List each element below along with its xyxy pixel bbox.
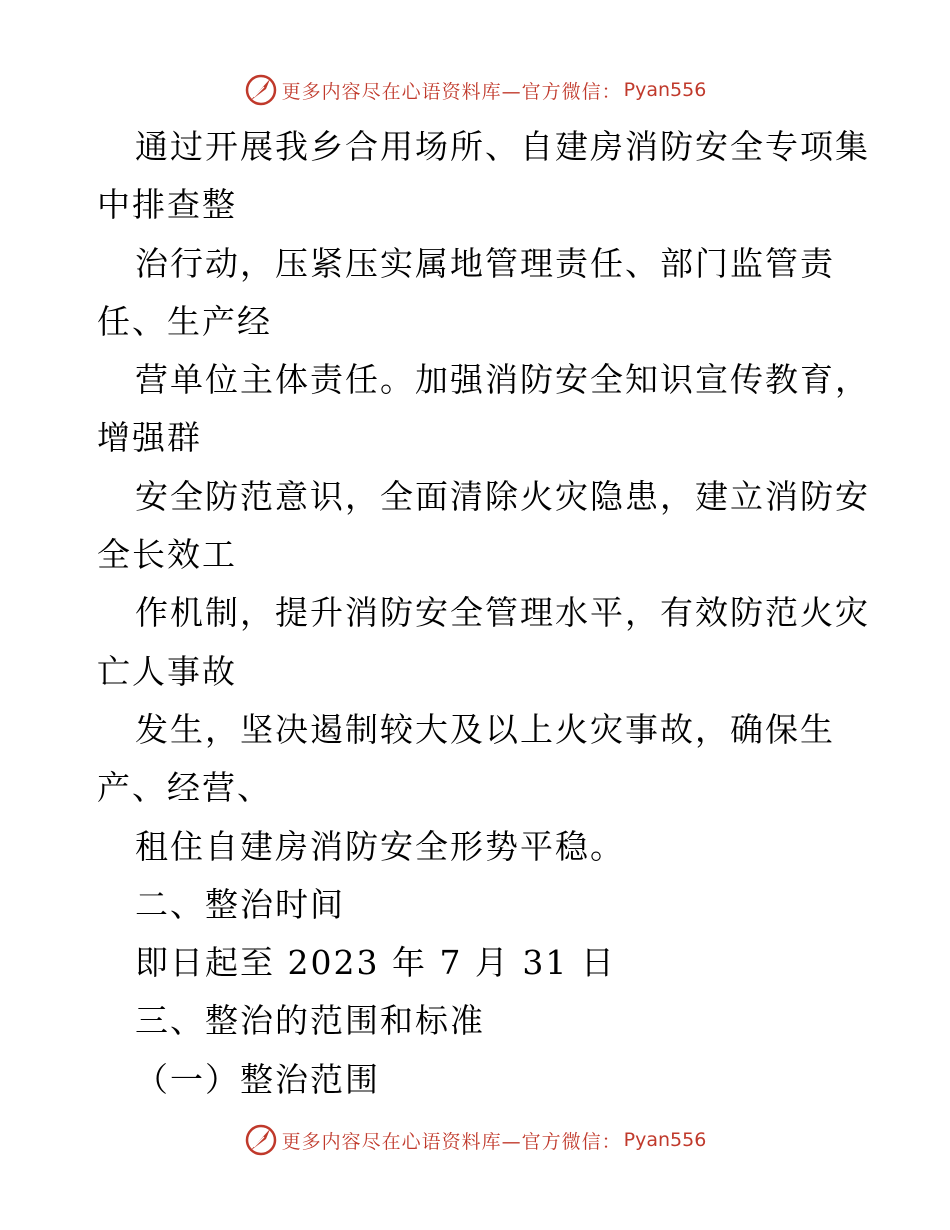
watermark-text: 更多内容尽在心语资料库—官方微信： [281, 1130, 622, 1153]
subsection-heading: （一）整治范围 [135, 1059, 380, 1099]
text-line: 即日起至 2023 年 7 月 31 日 [135, 943, 616, 983]
document-body [97, 118, 870, 1109]
text-line: 产、经营、 [97, 768, 272, 808]
text-line: 通过开展我乡合用场所、自建房消防安全专项集 [135, 127, 870, 166]
feather-pen-seal-icon [244, 1123, 278, 1157]
text-line: 作机制，提升消防安全管理水平，有效防范火灾 [135, 593, 870, 633]
watermark-text: 更多内容尽在心语资料库—官方微信： [281, 80, 622, 103]
header-watermark [0, 70, 950, 110]
text-line: 全长效工 [97, 535, 237, 575]
text-line: 租住自建房消防安全形势平稳。 [135, 826, 625, 866]
text-line: 治行动，压紧压实属地管理责任、部门监管责 [135, 243, 835, 283]
text-line: 中排查整 [97, 185, 237, 225]
section-heading: 三、整治的范围和标准 [135, 1001, 485, 1041]
section-heading: 二、整治时间 [135, 884, 345, 924]
text-line: 亡人事故 [97, 651, 237, 691]
watermark-contact: Pyan556 [623, 79, 707, 101]
text-line: 任、生产经 [97, 301, 272, 341]
text-line: 营单位主体责任。加强消防安全知识宣传教育， [135, 360, 870, 400]
footer-watermark [0, 1120, 950, 1160]
text-line: 增强群 [97, 418, 202, 458]
text-line: 发生，坚决遏制较大及以上火灾事故，确保生 [135, 709, 835, 749]
text-line: 安全防范意识，全面清除火灾隐患，建立消防安 [135, 476, 870, 516]
feather-pen-seal-icon [244, 73, 278, 107]
watermark-contact: Pyan556 [623, 1129, 707, 1151]
